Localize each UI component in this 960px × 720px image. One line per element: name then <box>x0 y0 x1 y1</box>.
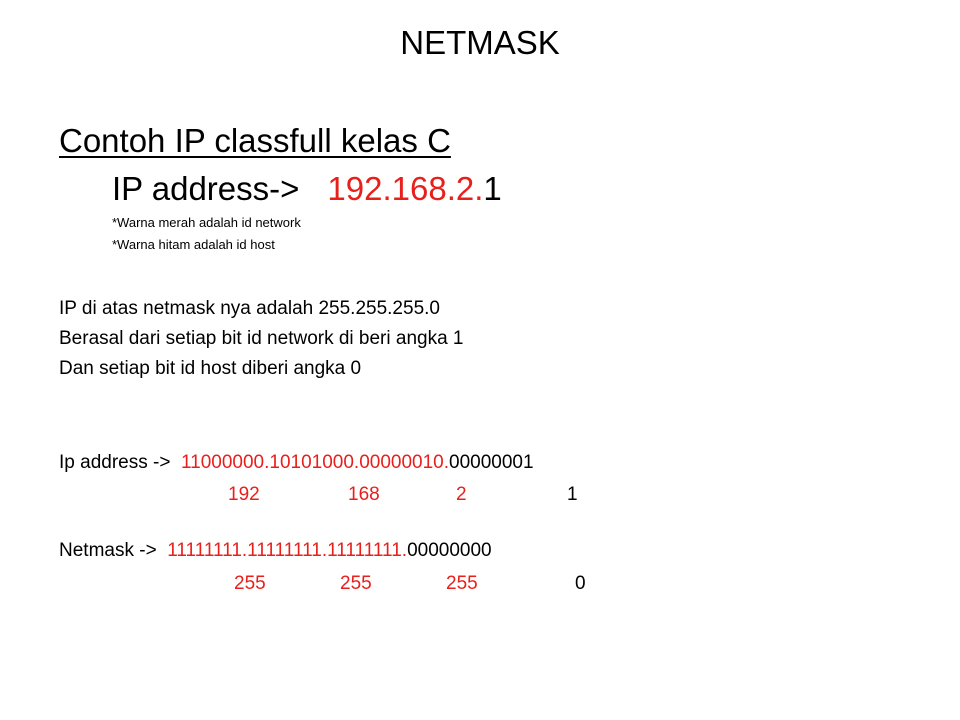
ip-binary-host-bits: 00000001 <box>449 452 534 473</box>
netmask-binary-line <box>59 540 492 562</box>
note-host-color: *Warna hitam adalah id host <box>112 237 275 252</box>
ip-address-line <box>112 170 502 208</box>
ip-binary-label: Ip address -> <box>59 452 171 473</box>
ip-decimal-octet: 192 <box>228 484 260 505</box>
netmask-binary-host-bits: 00000000 <box>407 540 492 561</box>
note-network-color: *Warna merah adalah id network <box>112 215 301 230</box>
netmask-binary-network-bits: 11111111.11111111.11111111. <box>167 540 408 561</box>
netmask-decimal-octet: 255 <box>234 573 266 594</box>
netmask-decimal-octet: 255 <box>446 573 478 594</box>
ip-address-label: IP address-> <box>112 170 300 207</box>
netmask-decimal-octet: 0 <box>575 573 586 594</box>
explanation-line: Berasal dari setiap bit id network di beri angka 1 <box>59 328 464 349</box>
ip-network-part: 192.168.2. <box>327 170 484 207</box>
ip-decimal-octet: 2 <box>456 484 467 505</box>
ip-binary-network-bits: 11000000.10101000.00000010. <box>180 452 450 473</box>
ip-decimal-octet: 168 <box>348 484 380 505</box>
slide-title: NETMASK <box>400 24 560 61</box>
netmask-decimal-octet: 255 <box>340 573 372 594</box>
ip-host-part: 1 <box>483 170 502 207</box>
explanation-line: IP di atas netmask nya adalah 255.255.255.0 <box>59 298 440 319</box>
explanation-line: Dan setiap bit id host diberi angka 0 <box>59 358 362 379</box>
netmask-binary-label: Netmask -> <box>59 540 157 561</box>
ip-decimal-octet: 1 <box>567 484 578 505</box>
section-heading: Contoh IP classfull kelas C <box>59 122 451 159</box>
ip-binary-line <box>59 452 534 474</box>
